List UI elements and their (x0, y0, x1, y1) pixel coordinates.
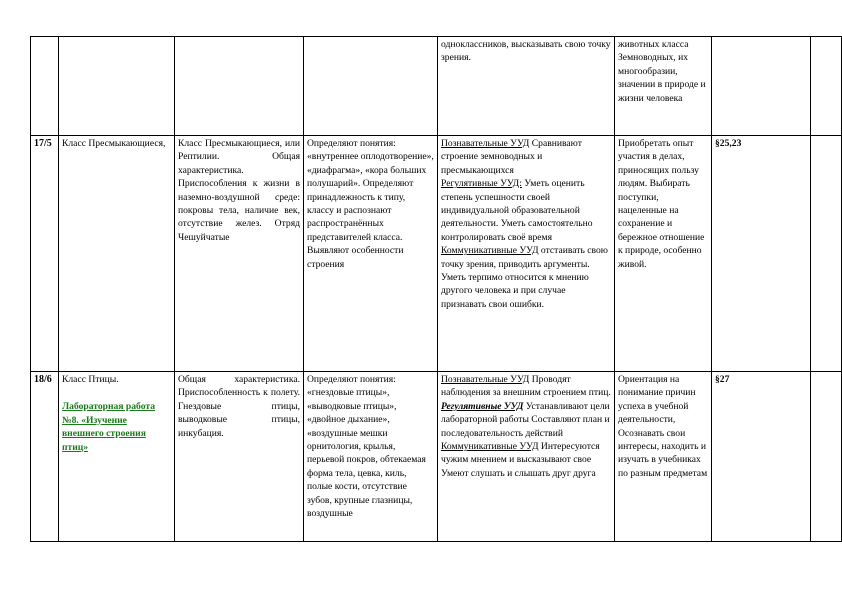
content-cell: Общая характеристика. Приспособленность к полету. Гнездовые птицы, выводковые птицы, инкубация. (175, 372, 304, 542)
personal-results-cell: животных класса Земноводных, их многообразии, значении в природе и жизни человека (615, 37, 712, 136)
uud-communicative-heading: Коммуникативные УУД (441, 245, 539, 257)
uud-cognitive-heading: Познавательные УУД (441, 138, 530, 149)
empty-cell (811, 372, 842, 542)
content-cell: Класс Пресмыкающиеся, или Рептилии. Общая характеристика. Приспособления к жизни в наземно-воздушной среде: покровы тела, наличие век, отсутствие желез. Отряд Чешуйчатые (175, 136, 304, 372)
empty-cell (811, 136, 842, 372)
uud-cell: одноклассников, высказывать свою точку зрения. (438, 37, 615, 136)
homework-cell: §25,23 (712, 136, 811, 372)
homework-cell (712, 37, 811, 136)
table-row (31, 372, 842, 542)
uud-communicative-heading: Коммуникативные УУД (441, 441, 539, 453)
empty-cell (811, 37, 842, 136)
uud-regulatory-heading: Регулятивные УУД: (441, 178, 522, 190)
lesson-plan-table (30, 36, 842, 542)
uud-cell: Познавательные УУД Проводят наблюдения за внешним строением птиц. Регулятивные УУД Устанавливают цели лабораторной работы Составляют план и последовательность действий Коммуникативные УУД Интересуются чужим мнением и высказывают свое Умеют слушать и слышать друг друга (438, 372, 615, 542)
uud-cognitive-heading: Познавательные УУД (441, 374, 530, 385)
homework-cell: §27 (712, 372, 811, 542)
lesson-number-cell (31, 37, 59, 136)
uud-cell: Познавательные УУД Сравнивают строение земноводных и пресмыкающихся Регулятивные УУД: Уметь оценить степень успешности своей индивидуальной образовательной деятельности. Уметь самостоятельно контролировать своё время Коммуникативные УУД отстаивать свою точку зрения, приводить аргументы. Уметь терпимо относится к мнению другого человека и при случае признавать свои ошибки. (438, 136, 615, 372)
table-row (31, 136, 842, 372)
concepts-cell (304, 37, 438, 136)
concepts-cell: Определяют понятия: «гнездовые птицы», «выводковые птицы», «двойное дыхание», «воздушные мешки орнитология, крылья, перьевой покров, обтекаемая форма тела, цевка, киль, полые кости, отсутствие зубов, крупные глазницы, воздушные (304, 372, 438, 542)
personal-results-cell: Ориентация на понимание причин успеха в учебной деятельности, Осознавать свои интересы, находить и изучать в учебниках по разным предметам (615, 372, 712, 542)
topic-cell: Класс Птицы. Лабораторная работа №8. «Изучение внешнего строения птиц» (59, 372, 175, 542)
uud-regulatory-heading: Регулятивные УУД (441, 400, 524, 412)
topic-cell (59, 37, 175, 136)
content-cell (175, 37, 304, 136)
topic-cell: Класс Пресмыкающиеся, (59, 136, 175, 372)
lesson-number-cell: 18/6 (31, 372, 59, 542)
lab-work-label: Лабораторная работа №8. «Изучение внешнего строения птиц» (62, 401, 156, 453)
concepts-cell: Определяют понятия: «внутреннее оплодотворение», «диафрагма», «кора больших полушарий». Определяют принадлежность к типу, классу и распознают распространённых представителей класса. Выявляют особенности строения (304, 136, 438, 372)
table-row (31, 37, 842, 136)
personal-results-cell: Приобретать опыт участия в делах, приносящих пользу людям. Выбирать поступки, нацеленные на сохранение и бережное отношение к природе, особенно живой. (615, 136, 712, 372)
lesson-number-cell: 17/5 (31, 136, 59, 372)
